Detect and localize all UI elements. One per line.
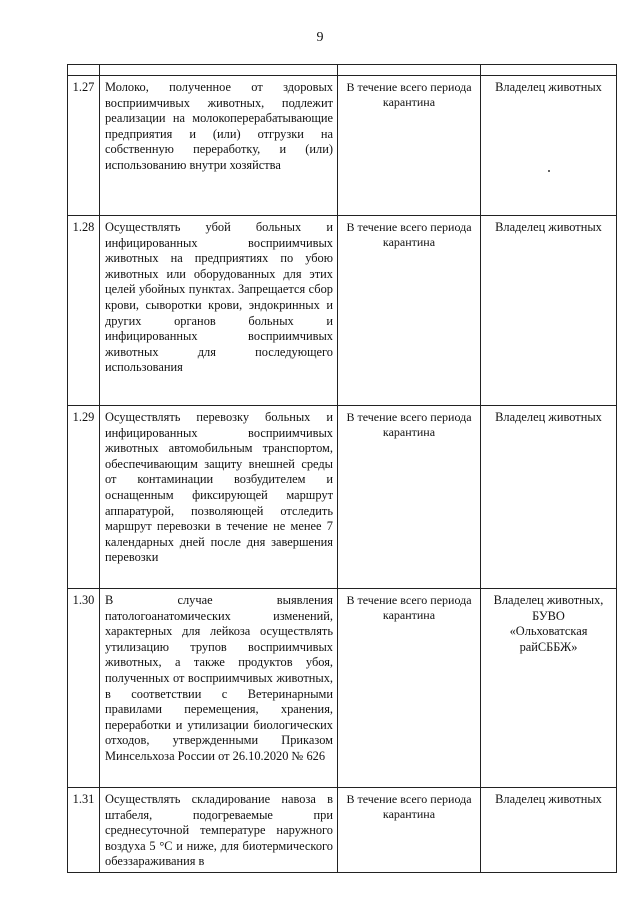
header-cell bbox=[481, 65, 617, 76]
row-responsible bbox=[481, 76, 617, 216]
row-term-text: В течение всего периода карантина bbox=[346, 593, 472, 622]
scan-speck bbox=[548, 170, 550, 172]
row-number: 1.31 bbox=[68, 788, 100, 873]
row-number: 1.27 bbox=[68, 76, 100, 216]
page-number: 9 bbox=[316, 30, 324, 45]
row-term-text: В течение всего периода карантина bbox=[346, 80, 472, 109]
row-responsible bbox=[481, 788, 617, 873]
table-row bbox=[68, 216, 617, 406]
row-action-text: Осуществлять перевозку больных и инфицированных восприимчивых животных автомобильным транспортом, обеспечивающим защиту внешней среды от контаминации возбудителем и оснащенным фиксирующей маршрут аппаратурой, позволяющей отследить маршрут перевозки в течение не менее 7 календарных дней после дня завершения перевозки bbox=[105, 410, 333, 565]
row-action bbox=[100, 589, 338, 788]
row-term bbox=[338, 76, 481, 216]
row-term bbox=[338, 216, 481, 406]
header-cell bbox=[68, 65, 100, 76]
row-action-text: Молоко, полученное от здоровых восприимчивых животных, подлежит реализации на молокоперерабатывающие предприятия и (или) отгрузки на собственную переработку, и (или) использованию внутри хозяйства bbox=[105, 80, 333, 172]
row-number: 1.30 bbox=[68, 589, 100, 788]
row-responsible-text: Владелец животных bbox=[495, 220, 602, 234]
table-row bbox=[68, 788, 617, 873]
row-responsible bbox=[481, 589, 617, 788]
row-responsible bbox=[481, 406, 617, 589]
table-header-row bbox=[68, 65, 617, 76]
row-responsible-text: Владелец животных bbox=[495, 410, 602, 424]
row-action bbox=[100, 216, 338, 406]
row-action-text: В случае выявления патологоанатомических изменений, характерных для лейкоза осуществлять утилизацию трупов восприимчивых животных, а также продуктов убоя, полученных от восприимчивых животных, в соответствии с Ветеринарными правилами перемещения, хранения, переработки и утилизации биологических отходов, утвержденными Приказом Минсельхоза России от 26.10.2020 № 626 bbox=[105, 593, 333, 763]
row-term bbox=[338, 788, 481, 873]
table-row bbox=[68, 589, 617, 788]
row-action-text: Осуществлять складирование навоза в штабеля, подогреваемые при среднесуточной температуре наружного воздуха 5 °С и ниже, для биотермического обеззараживания в bbox=[105, 792, 333, 869]
row-number: 1.28 bbox=[68, 216, 100, 406]
row-responsible bbox=[481, 216, 617, 406]
row-responsible-text: Владелец животных bbox=[495, 80, 602, 94]
row-term bbox=[338, 589, 481, 788]
row-action bbox=[100, 76, 338, 216]
row-action-text: Осуществлять убой больных и инфицированных восприимчивых животных на предприятиях по убою животных или оборудованных для этих целей убойных пунктах. Запрещается сбор крови, сыворотки крови, эндокринных и других органов больных и инфицированных восприимчивых животных для последующего использования bbox=[105, 220, 333, 375]
header-cell bbox=[100, 65, 338, 76]
row-term-text: В течение всего периода карантина bbox=[346, 792, 472, 821]
table-row bbox=[68, 406, 617, 589]
row-responsible-text: Владелец животных, БУВО «Ольховатская райСББЖ» bbox=[493, 593, 604, 654]
row-number: 1.29 bbox=[68, 406, 100, 589]
row-action bbox=[100, 788, 338, 873]
measures-table bbox=[67, 64, 617, 873]
row-term-text: В течение всего периода карантина bbox=[346, 220, 472, 249]
table-row bbox=[68, 76, 617, 216]
row-responsible-text: Владелец животных bbox=[495, 792, 602, 806]
header-cell bbox=[338, 65, 481, 76]
row-action bbox=[100, 406, 338, 589]
row-term bbox=[338, 406, 481, 589]
row-term-text: В течение всего периода карантина bbox=[346, 410, 472, 439]
